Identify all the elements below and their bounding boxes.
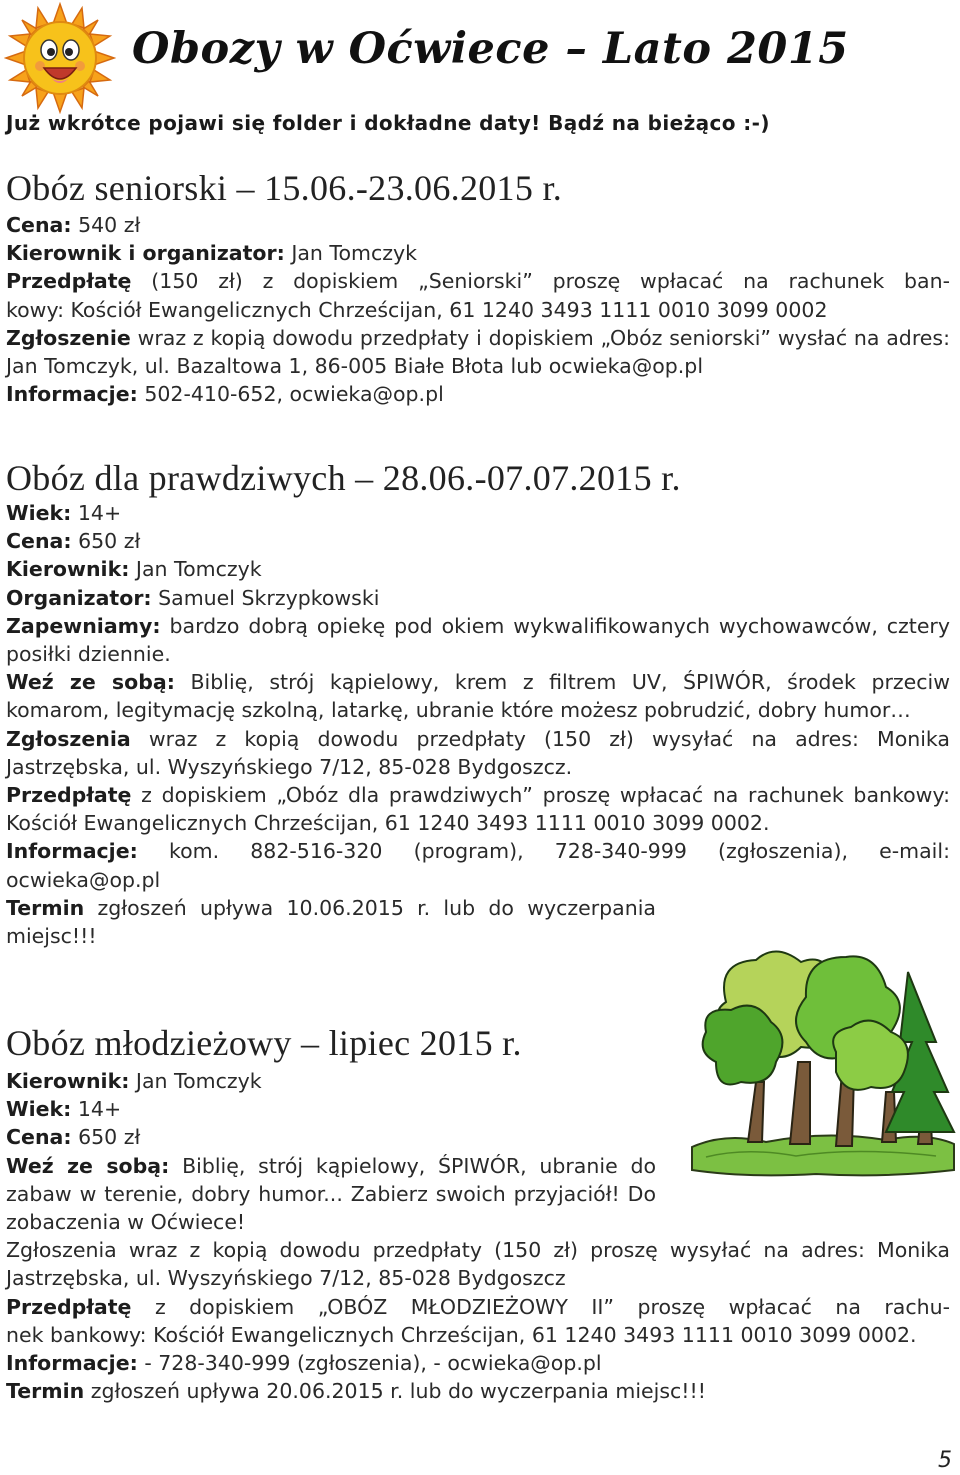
real-camp-details — [6, 499, 950, 950]
info-value: - 728-340-999 (zgłoszenia), - ocwieka@op.pl — [137, 1351, 602, 1376]
leader-label: Kierownik: — [6, 557, 130, 582]
price-value: 540 zł — [71, 213, 141, 237]
age-value: 14+ — [71, 1097, 122, 1122]
prepay-label: Przedpłatę — [6, 1294, 132, 1319]
info-label: Informacje: — [6, 839, 138, 864]
price-label: Cena: — [6, 529, 72, 554]
application-text: wraz z kopią dowodu przedpłaty i dopiskiem „Obóz seniorski” wysłać na adres: Jan Tomczyk, ul. Bazaltowa 1, 86-005 Białe Błota lub ocwieka@op.pl — [6, 325, 950, 379]
info-label: Informacje: — [6, 382, 138, 407]
age-value: 14+ — [71, 501, 122, 525]
price-label: Cena: — [6, 213, 72, 237]
seniors-camp-heading: Obóz seniorski – 15.06.-23.06.2015 r. — [6, 168, 563, 208]
page-number: 5 — [938, 1448, 952, 1473]
prepay-text-line2: kowy: Kościół Ewangelicznych Chrześcijan, 61 1240 3493 1111 0010 3099 0002 — [6, 297, 828, 322]
prepay-label: Przedpłatę — [6, 269, 132, 294]
prepay-text: z dopiskiem „Obóz dla prawdziwych” proszę wpłacać na rachunek bankowy: Kościół Ewangelicznych Chrześcijan, 61 1240 3493 1111 0010 3099 0002. — [6, 783, 950, 836]
info-value: 502-410-652, ocwieka@op.pl — [137, 382, 444, 407]
application-text: wraz z kopią dowodu przedpłaty (150 zł) wysyłać na adres: Monika Jastrzębska, ul. Wyszyńskiego 7/12, 85-028 Bydgoszcz. — [6, 726, 950, 779]
deadline-text: zgłoszeń upływa 20.06.2015 r. lub do wyczerpania miejsc!!! — [84, 1379, 706, 1404]
leader-value: Jan Tomczyk — [284, 241, 418, 266]
seniors-camp-details — [6, 211, 950, 408]
deadline-label: Termin — [6, 1379, 85, 1404]
leader-value: Jan Tomczyk — [129, 1069, 262, 1093]
prepay-text-line2: nek bankowy: Kościół Ewangelicznych Chrześcijan, 61 1240 3493 1111 0010 3099 0002. — [6, 1322, 917, 1347]
page-title: Obozy w Oćwiece – Lato 2015 — [132, 24, 849, 74]
sun-cartoon-icon — [4, 2, 116, 114]
age-label: Wiek: — [6, 501, 72, 525]
application-label: Zgłoszenia — [6, 726, 131, 751]
real-camp-heading: Obóz dla prawdziwych – 28.06.-07.07.2015 r. — [6, 458, 681, 498]
youth-camp-details — [6, 1067, 950, 1405]
price-label: Cena: — [6, 1125, 72, 1150]
bring-label: Weź ze sobą: — [6, 1153, 170, 1178]
leader-label: Kierownik: — [6, 1069, 130, 1093]
price-value: 650 zł — [71, 529, 141, 554]
provide-label: Zapewniamy: — [6, 613, 161, 638]
announcement: Już wkrótce pojawi się folder i dokładne daty! Bądź na bieżąco :-) — [6, 111, 770, 135]
bring-text: Biblię, strój kąpielowy, ŚPIWÓR, ubranie do zabaw w terenie, dobry humor... Zabierz swoich przyjaciół! Do zobaczenia w Oćwiece! — [6, 1153, 656, 1235]
deadline-text: zgłoszeń upływa 10.06.2015 r. lub do wyczerpania miejsc!!! — [6, 895, 656, 949]
info-label: Informacje: — [6, 1351, 138, 1376]
deadline-label: Termin — [6, 895, 85, 920]
age-label: Wiek: — [6, 1097, 72, 1122]
leader-label: Kierownik i organizator: — [6, 241, 285, 266]
prepay-text-line1: (150 zł) z dopiskiem „Seniorski” proszę wpłacać na rachunek ban- — [131, 269, 950, 294]
prepay-label: Przedpłatę — [6, 783, 132, 808]
bring-text: Biblię, strój kąpielowy, krem z filtrem UV, ŚPIWÓR, środek przeciw komarom, legitymację szkolną, latarkę, ubranie które możesz pobrudzić, dobry humor… — [6, 670, 950, 723]
application-label: Zgłoszenie — [6, 325, 131, 350]
prepay-text-line1: z dopiskiem „OBÓZ MŁODZIEŻOWY II” proszę wpłacać na rachu- — [131, 1294, 950, 1319]
organizer-label: Organizator: — [6, 585, 152, 610]
provide-text: bardzo dobrą opiekę pod okiem wykwalifikowanych wychowawców, cztery posiłki dziennie. — [6, 613, 950, 667]
bring-label: Weź ze sobą: — [6, 670, 175, 695]
application-text: Zgłoszenia wraz z kopią dowodu przedpłaty (150 zł) proszę wysyłać na adres: Monika Jastrzębska, ul. Wyszyńskiego 7/12, 85-028 Bydgoszcz — [6, 1238, 950, 1291]
leader-value: Jan Tomczyk — [129, 557, 262, 582]
youth-camp-heading: Obóz młodzieżowy – lipiec 2015 r. — [6, 1023, 522, 1063]
info-text: kom. 882-516-320 (program), 728-340-999 (zgłoszenia), e-mail: ocwieka@op.pl — [6, 839, 950, 892]
organizer-value: Samuel Skrzypkowski — [151, 585, 380, 610]
price-value: 650 zł — [71, 1125, 141, 1150]
